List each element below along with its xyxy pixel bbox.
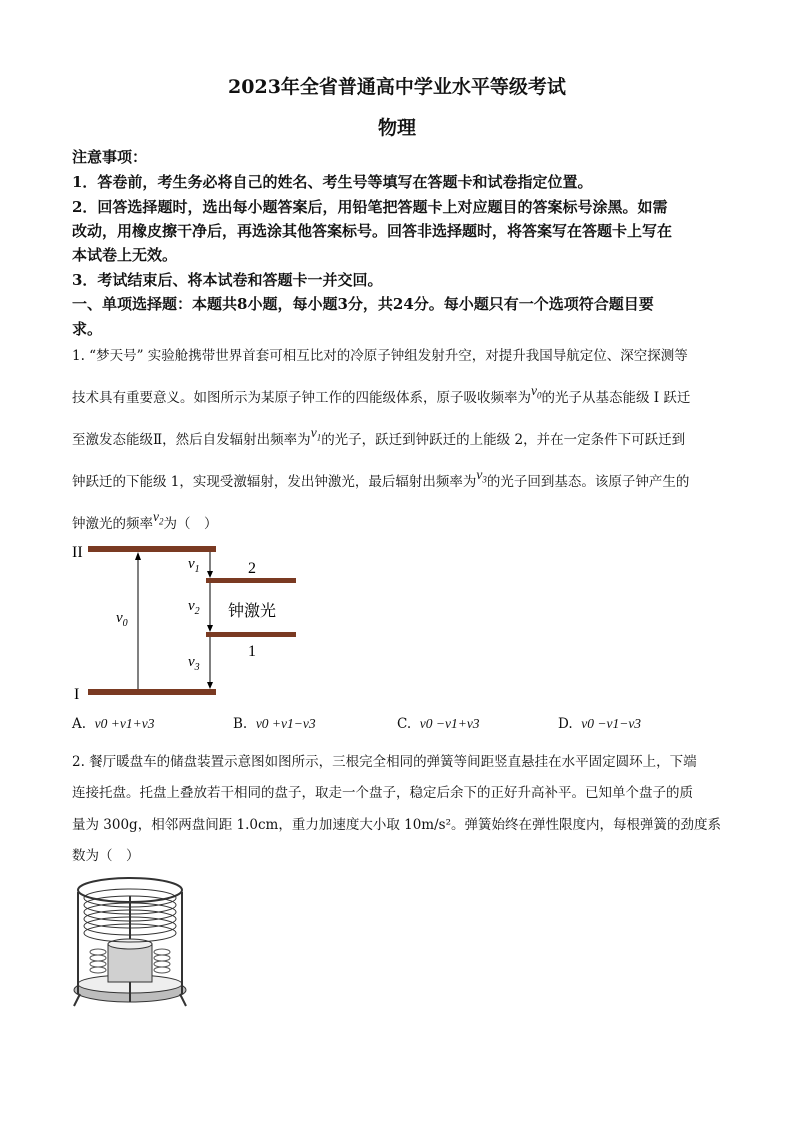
label-nu0: $\nu_0$ [116,610,128,629]
q1-line: 1. “梦天号” 实验舱携带世界首套可相互比对的冷原子钟组发射升空，对提升我国导航定位、深空探测等 [72,348,688,364]
level-2-bar [206,578,296,583]
notice-item: 2．回答选择题时，选出每小题答案后，用铅笔把答题卡上对应题目的答案标号涂黑。如需 [72,198,668,216]
label-clock-laser: 钟激光 [228,601,277,620]
nu1-symbol: $\nu_1$ [310,425,322,443]
label-level-1: 1 [248,643,256,660]
section-heading: 一、单项选择题：本题共8小题，每小题3分，共24分。每小题只有一个选项符合题目要 [72,295,654,313]
nu2-symbol: $\nu_2$ [153,509,164,527]
label-nu1: $\nu_1$ [188,556,200,575]
q2-line: 2. 餐厅暖盘车的储盘装置示意图如图所示，三根完全相同的弹簧等间距竖直悬挂在水平固定圆环上，下端 [72,754,697,770]
notice-heading: 注意事项： [72,148,148,166]
level-I-bar [88,689,216,695]
q1-line: 钟跃迁的下能级 1，实现受激辐射，发出钟激光，最后辐射出频率为$\nu_3$的光子回到基态。该原子钟产生的 [72,467,690,490]
notice-item: 改动，用橡皮擦干净后，再选涂其他答案标号。回答非选择题时，将答案写在答题卡上写在 [72,222,673,240]
option-B[interactable]: B. ν0 +ν1−ν3 [233,716,316,732]
nu0-arrowhead [135,552,141,560]
option-A[interactable]: A. ν0 +ν1+ν3 [72,716,155,732]
q2-line: 连接托盘。托盘上叠放若干相同的盘子，取走一个盘子，稳定后余下的正好升高补平。已知单个盘子的质 [72,785,693,801]
level-1-bar [206,632,296,637]
label-level-I: I [74,686,80,703]
notice-item: 3．考试结束后、将本试卷和答题卡一并交回。 [72,271,383,289]
notice-item: 本试卷上无效。 [72,246,178,264]
q1-line: 技术具有重要意义。如图所示为某原子钟工作的四能级体系，原子吸收频率为$\nu_0$的光子从基态能级 I 跃迁 [72,383,691,406]
label-level-2: 2 [248,560,256,577]
label-nu3: $\nu_3$ [188,654,200,673]
level-II-bar [88,546,216,552]
label-nu2: $\nu_2$ [188,598,200,617]
option-D[interactable]: D. ν0 −ν1−ν3 [558,716,642,732]
option-C[interactable]: C. ν0 −ν1+ν3 [397,716,480,732]
energy-level-diagram [70,540,310,705]
plate-warmer-diagram [68,872,192,1012]
nu3-symbol: $\nu_3$ [476,467,487,485]
q1-line: 钟激光的频率$\nu_2$为（ ） [72,509,218,532]
label-level-II: II [72,544,83,561]
exam-title: 2023年全省普通高中学业水平等级考试 [228,76,566,98]
q2-line: 量为 300g，相邻两盘间距 1.0cm，重力加速度大小取 10m/s²。弹簧始终在弹性限度内，每根弹簧的劲度系 [72,817,721,833]
q1-line: 至激发态能级Ⅱ，然后自发辐射出频率为$\nu_1$的光子，跃迁到钟跃迁的上能级 2，并在一定条件下可跃迁到 [72,425,686,448]
section-heading-cont: 求。 [72,320,103,338]
subject-title: 物理 [377,117,416,139]
notice-item: 1．答卷前，考生务必将自己的姓名、考生号等填写在答题卡和试卷指定位置。 [72,173,593,191]
q2-line: 数为（ ） [72,848,140,864]
nu0-symbol: $\nu_0$ [531,383,542,401]
